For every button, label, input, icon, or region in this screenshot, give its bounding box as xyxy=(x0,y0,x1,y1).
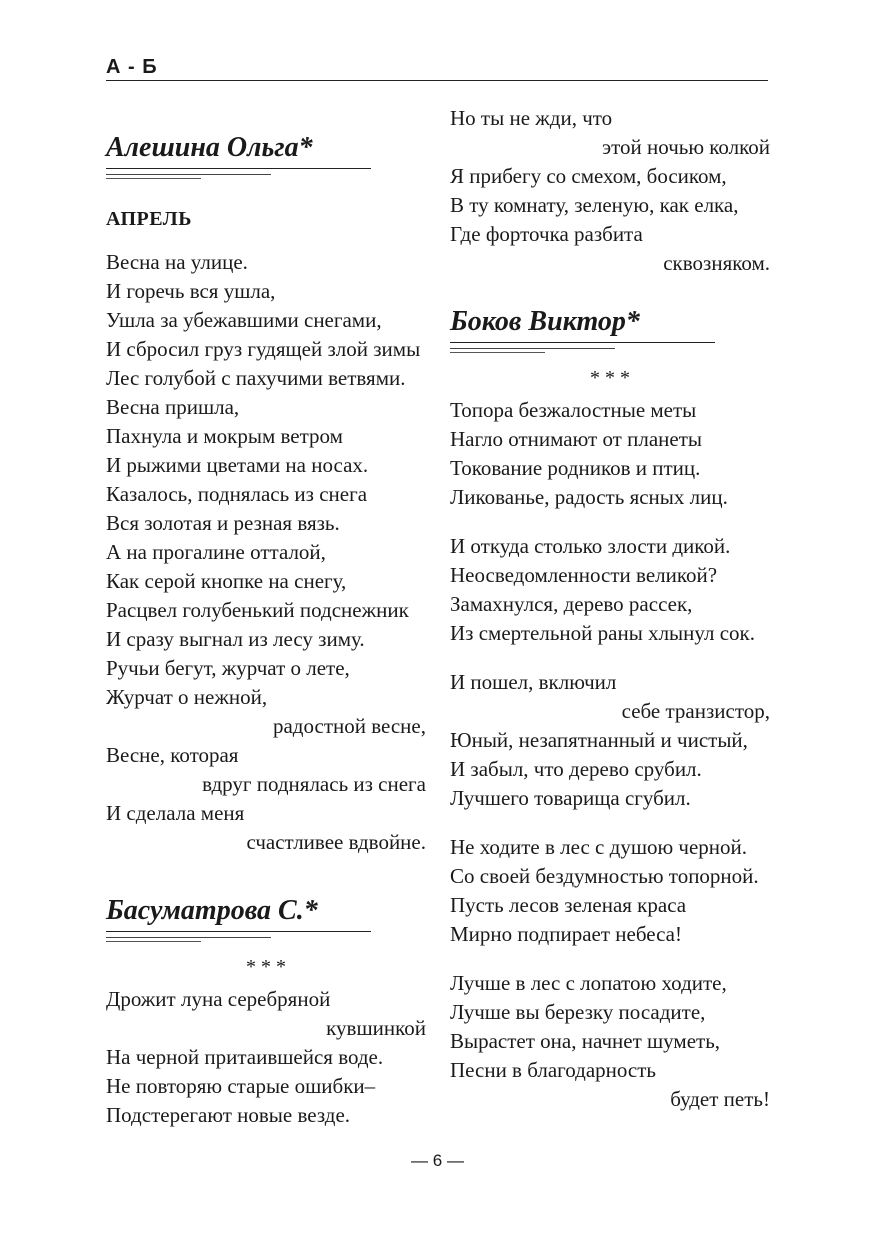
author-heading-aleshina: Алешина Ольга* xyxy=(106,132,313,163)
poem-line: Лучшего товарища сгубил. xyxy=(450,786,691,810)
poem-line: Песни в благодарность xyxy=(450,1058,657,1082)
poem-line: этой ночью колкой xyxy=(602,135,770,159)
poem-line: И горечь вся ушла, xyxy=(106,279,276,303)
poem-line: Не ходите в лес с душою черной. xyxy=(450,835,748,859)
poem-bokov xyxy=(450,396,770,1114)
poem-line: Топора безжалостные меты xyxy=(450,398,697,422)
author-underline xyxy=(106,168,371,182)
poem-stars: * * * xyxy=(246,956,286,978)
poem-line: И сделала меня xyxy=(106,801,245,825)
poem-line: Лучше вы березку посадите, xyxy=(450,1000,706,1024)
poem-line: радостной весне, xyxy=(272,714,426,738)
poem-line: Юный, незапятнанный и чистый, xyxy=(450,728,748,752)
right-column xyxy=(450,104,770,1114)
poem-line: кувшинкой xyxy=(326,1016,426,1040)
poem-title: АПРЕЛЬ xyxy=(106,208,192,230)
author-underline xyxy=(450,342,715,356)
running-head: А - Б xyxy=(106,56,158,78)
poem-continuation xyxy=(450,104,770,278)
stanza-break xyxy=(450,813,770,833)
author-heading-bokov: Боков Виктор* xyxy=(450,306,640,337)
poem-line: Лес голубой с пахучими ветвями. xyxy=(106,366,406,390)
poem-line: Весна на улице. xyxy=(106,250,248,274)
stanza xyxy=(450,833,770,949)
poem-line: Пусть лесов зеленая краса xyxy=(450,893,687,917)
stanza xyxy=(450,969,770,1114)
left-column xyxy=(106,128,426,1130)
poem-line: Пахнула и мокрым ветром xyxy=(106,424,343,448)
stanza-break xyxy=(450,648,770,668)
poem-line: Расцвел голубенький подснежник xyxy=(106,598,409,622)
poem-line: Не повторяю старые ошибки– xyxy=(106,1074,376,1098)
poem-line: Вся золотая и резная вязь. xyxy=(106,511,340,535)
poem-line: Где форточка разбита xyxy=(450,222,643,246)
poem-line: Лучше в лес с лопатою ходите, xyxy=(450,971,727,995)
poem-line: И пошел, включил xyxy=(450,670,617,694)
poem-line: Со своей бездумностью топорной. xyxy=(450,864,759,888)
poem-line: Ушла за убежавшими снегами, xyxy=(106,308,382,332)
author-underline xyxy=(106,931,371,945)
poem-line: И сбросил груз гудящей злой зимы xyxy=(106,337,421,361)
stanza-break xyxy=(450,512,770,532)
poem-line: И рыжими цветами на носах. xyxy=(106,453,369,477)
poem-line: На черной притаившейся воде. xyxy=(106,1045,384,1069)
poem-line: Журчат о нежной, xyxy=(106,685,268,709)
poem-line: Казалось, поднялась из снега xyxy=(106,482,368,506)
poem-line: счастливее вдвойне. xyxy=(246,830,426,854)
poem-line: Ликованье, радость ясных лиц. xyxy=(450,485,728,509)
poem-line: сквозняком. xyxy=(663,251,770,275)
poem-line: будет петь! xyxy=(670,1087,770,1111)
poem-line: А на прогалине отталой, xyxy=(106,540,326,564)
poem-line: Ручьи бегут, журчат о лете, xyxy=(106,656,350,680)
poem-line: В ту комнату, зеленую, как елка, xyxy=(450,193,739,217)
poem-line: И сразу выгнал из лесу зиму. xyxy=(106,627,365,651)
poem-line: И откуда столько злости дикой. xyxy=(450,534,731,558)
author-heading-basumatrova: Басуматрова С.* xyxy=(106,895,318,926)
poem-stars: * * * xyxy=(590,367,630,389)
stanza xyxy=(450,532,770,648)
poem-line: Нагло отнимают от планеты xyxy=(450,427,702,451)
poem-line: Мирно подпирает небеса! xyxy=(450,922,682,946)
page-number: — 6 — xyxy=(411,1151,464,1170)
poem-line: Неосведомленности великой? xyxy=(450,563,718,587)
poem-line: Весна пришла, xyxy=(106,395,240,419)
poem-line: И забыл, что дерево срубил. xyxy=(450,757,702,781)
poem-line: вдруг поднялась из снега xyxy=(202,772,426,796)
poem-line: Дрожит луна серебряной xyxy=(106,987,331,1011)
stanza-break xyxy=(450,949,770,969)
poem-line: Как серой кнопке на снегу, xyxy=(106,569,347,593)
poem-line: Я прибегу со смехом, босиком, xyxy=(450,164,727,188)
poem-line: Замахнулся, дерево рассек, xyxy=(450,592,693,616)
poem-april xyxy=(106,248,426,857)
poem-line: Вырастет она, начнет шуметь, xyxy=(450,1029,721,1053)
poem-basumatrova xyxy=(106,985,426,1130)
stanza xyxy=(450,396,770,512)
poem-line: Из смертельной раны хлынул сок. xyxy=(450,621,755,645)
poem-line: Весне, которая xyxy=(106,743,239,767)
poem-line: себе транзистор, xyxy=(621,699,770,723)
header-rule xyxy=(106,80,768,81)
poem-line: Но ты не жди, что xyxy=(450,106,613,130)
poem-line: Токование родников и птиц. xyxy=(450,456,701,480)
poem-line: Подстерегают новые везде. xyxy=(106,1103,351,1127)
stanza xyxy=(450,668,770,813)
